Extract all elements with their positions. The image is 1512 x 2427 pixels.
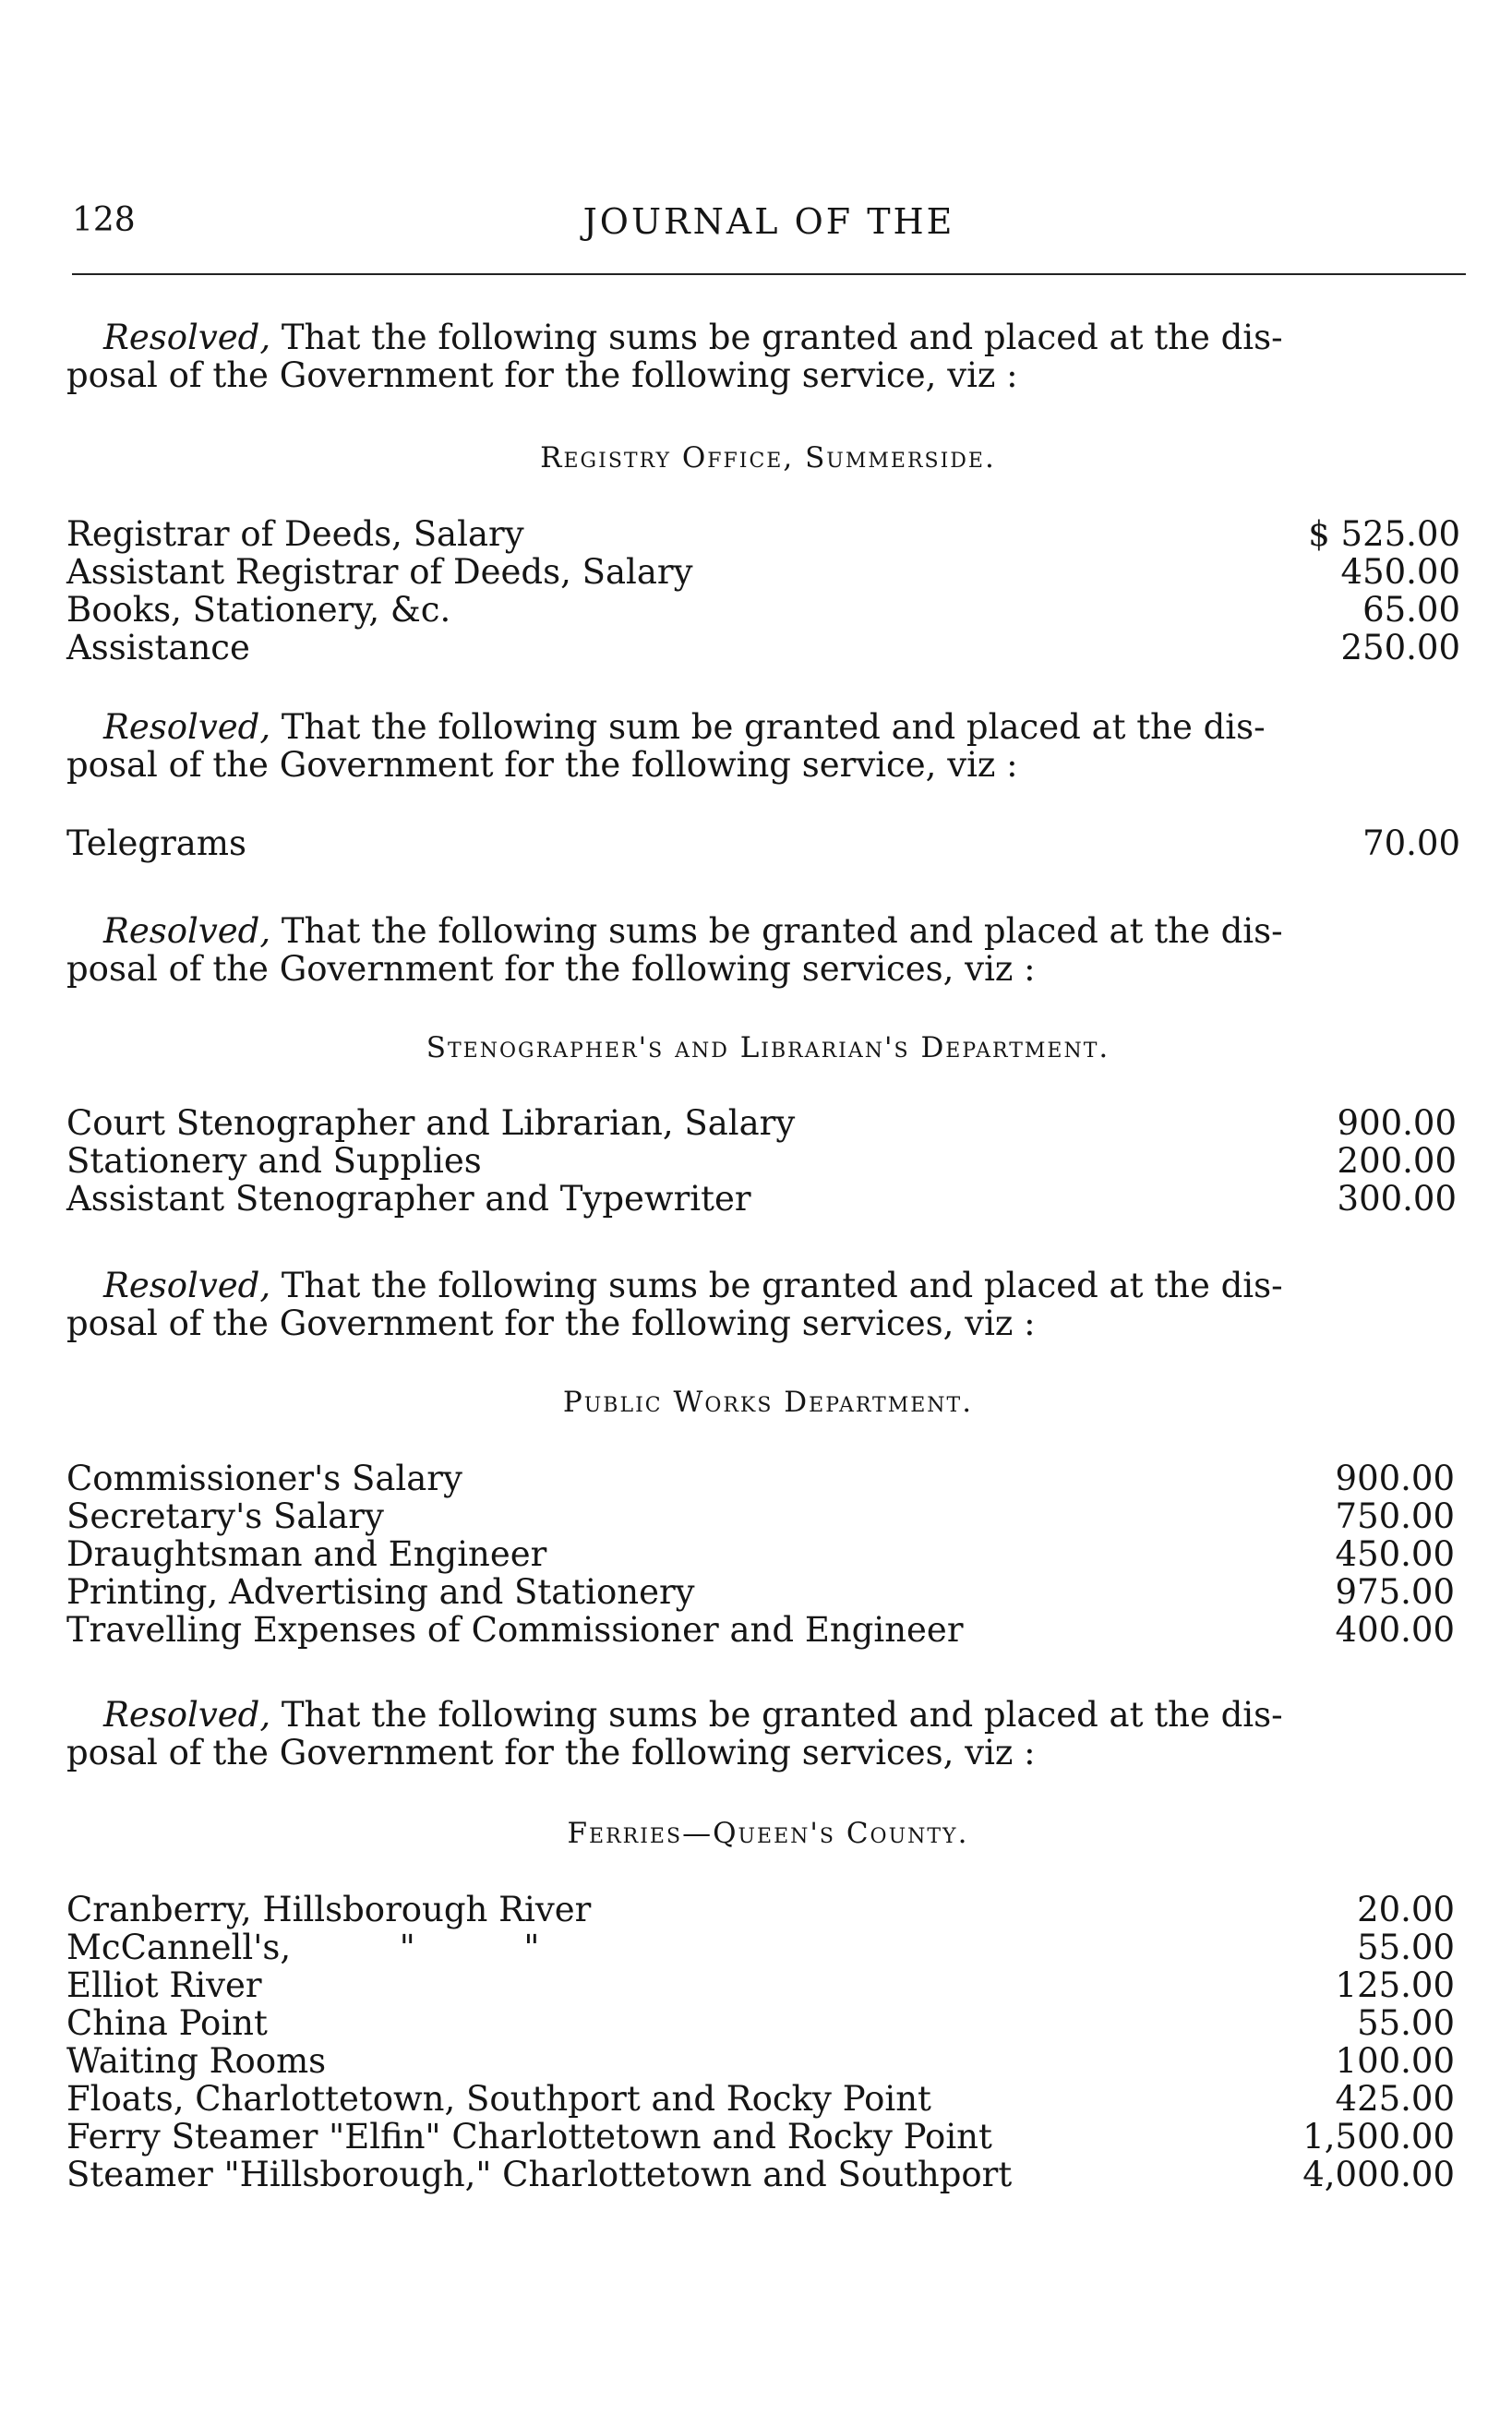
- appropriation-list: [66, 515, 1470, 667]
- resolved-word: Resolved,: [103, 911, 271, 951]
- item-amount: 200.00: [1337, 1141, 1457, 1181]
- resolution-paragraph: [66, 1267, 1294, 1342]
- line-item: [66, 1966, 1470, 2004]
- resolution-paragraph: [66, 318, 1294, 394]
- item-amount: 300.00: [1337, 1179, 1457, 1219]
- item-amount: 975.00: [1335, 1572, 1455, 1612]
- line-item: [66, 1928, 1470, 1966]
- running-head: JOURNAL OF THE: [582, 201, 955, 242]
- item-label: Stationery and Supplies: [66, 1141, 482, 1181]
- appropriation-list: [66, 1104, 1470, 1218]
- item-label: Ferry Steamer "Elfin" Charlottetown and Rocky Point: [66, 2117, 992, 2157]
- resolution-paragraph: [66, 912, 1294, 988]
- resolution-line: posal of the Government for the following service, viz :: [66, 745, 1018, 785]
- line-item: [66, 1180, 1470, 1218]
- item-amount: 900.00: [1335, 1459, 1455, 1498]
- resolution-line: posal of the Government for the following services, viz :: [66, 949, 1036, 989]
- line-item: [66, 1573, 1470, 1611]
- item-label: Registrar of Deeds, Salary: [66, 514, 524, 554]
- item-label: Floats, Charlottetown, Southport and Rocky Point: [66, 2079, 931, 2119]
- line-item: [66, 1535, 1470, 1573]
- line-item: [66, 1460, 1470, 1497]
- line-item: [66, 553, 1470, 591]
- item-amount: 750.00: [1335, 1496, 1455, 1536]
- item-label: Cranberry, Hillsborough River: [66, 1890, 592, 1929]
- page-number: 128: [72, 201, 136, 239]
- appropriation-list: [66, 1460, 1470, 1649]
- item-amount: 20.00: [1357, 1890, 1455, 1929]
- item-amount: 400.00: [1335, 1610, 1455, 1650]
- item-amount: 55.00: [1357, 2003, 1455, 2043]
- item-amount: 70.00: [1362, 823, 1460, 863]
- resolution-line: That the following sums be granted and placed at the dis-: [270, 1695, 1283, 1735]
- item-label: Secretary's Salary: [66, 1496, 384, 1536]
- item-amount: 425.00: [1335, 2079, 1455, 2119]
- line-item: [66, 2156, 1470, 2193]
- resolution-line: That the following sums be granted and placed at the dis-: [270, 911, 1283, 951]
- page-header: [72, 201, 1466, 257]
- resolved-word: Resolved,: [103, 707, 271, 747]
- line-item: [66, 591, 1470, 629]
- line-item: [66, 515, 1470, 553]
- item-amount: 250.00: [1340, 628, 1460, 667]
- item-amount: 100.00: [1335, 2041, 1455, 2081]
- resolved-word: Resolved,: [103, 1266, 271, 1305]
- line-item: [66, 1142, 1470, 1180]
- line-item: [66, 1611, 1470, 1649]
- line-item: [66, 629, 1470, 667]
- resolved-word: Resolved,: [103, 318, 271, 357]
- appropriation-list: [66, 824, 1470, 862]
- item-amount: 900.00: [1337, 1103, 1457, 1143]
- item-amount: 55.00: [1357, 1928, 1455, 1967]
- item-label: Draughtsman and Engineer: [66, 1534, 547, 1574]
- section-heading: Public Works Department.: [562, 1386, 974, 1419]
- resolution-paragraph: [66, 1696, 1294, 1772]
- resolution-line: posal of the Government for the following service, viz :: [66, 355, 1018, 395]
- line-item: [66, 1104, 1470, 1142]
- resolution-line: That the following sums be granted and placed at the dis-: [270, 1266, 1283, 1305]
- line-item: [66, 1891, 1470, 1928]
- item-label: Assistant Stenographer and Typewriter: [66, 1179, 751, 1219]
- item-label: Court Stenographer and Librarian, Salary: [66, 1103, 796, 1143]
- item-amount: 125.00: [1335, 1965, 1455, 2005]
- item-label: McCannell's, " ": [66, 1928, 540, 1967]
- item-label: China Point: [66, 2003, 268, 2043]
- item-amount: 450.00: [1335, 1534, 1455, 1574]
- resolution-line: posal of the Government for the following services, viz :: [66, 1733, 1036, 1772]
- item-label: Elliot River: [66, 1965, 262, 2005]
- section-heading: Stenographer's and Librarian's Department.: [426, 1031, 1110, 1064]
- section-heading: Registry Office, Summerside.: [540, 441, 996, 475]
- line-item: [66, 1497, 1470, 1535]
- resolution-paragraph: [66, 708, 1294, 784]
- item-label: Books, Stationery, &c.: [66, 590, 451, 630]
- item-label: Assistant Registrar of Deeds, Salary: [66, 552, 693, 592]
- resolution-line: posal of the Government for the following services, viz :: [66, 1304, 1036, 1343]
- item-label: Commissioner's Salary: [66, 1459, 462, 1498]
- item-amount: 4,000.00: [1302, 2155, 1455, 2194]
- line-item: [66, 2118, 1470, 2156]
- item-label: Assistance: [66, 628, 250, 667]
- item-label: Printing, Advertising and Stationery: [66, 1572, 695, 1612]
- item-amount: 450.00: [1340, 552, 1460, 592]
- item-label: Steamer "Hillsborough," Charlottetown and Southport: [66, 2155, 1013, 2194]
- item-label: Travelling Expenses of Commissioner and Engineer: [66, 1610, 964, 1650]
- header-rule: [72, 273, 1466, 275]
- appropriation-list: [66, 1891, 1470, 2193]
- line-item: [66, 2004, 1470, 2042]
- line-item: [66, 824, 1470, 862]
- resolution-line: That the following sums be granted and placed at the dis-: [270, 318, 1283, 357]
- line-item: [66, 2042, 1470, 2080]
- resolved-word: Resolved,: [103, 1695, 271, 1735]
- section-heading: Ferries—Queen's County.: [567, 1817, 969, 1850]
- item-amount: 65.00: [1362, 590, 1460, 630]
- line-item: [66, 2080, 1470, 2118]
- item-label: Waiting Rooms: [66, 2041, 327, 2081]
- item-label: Telegrams: [66, 823, 246, 863]
- item-amount: 1,500.00: [1302, 2117, 1455, 2157]
- item-amount: $ 525.00: [1308, 514, 1460, 554]
- resolution-line: That the following sum be granted and placed at the dis-: [270, 707, 1266, 747]
